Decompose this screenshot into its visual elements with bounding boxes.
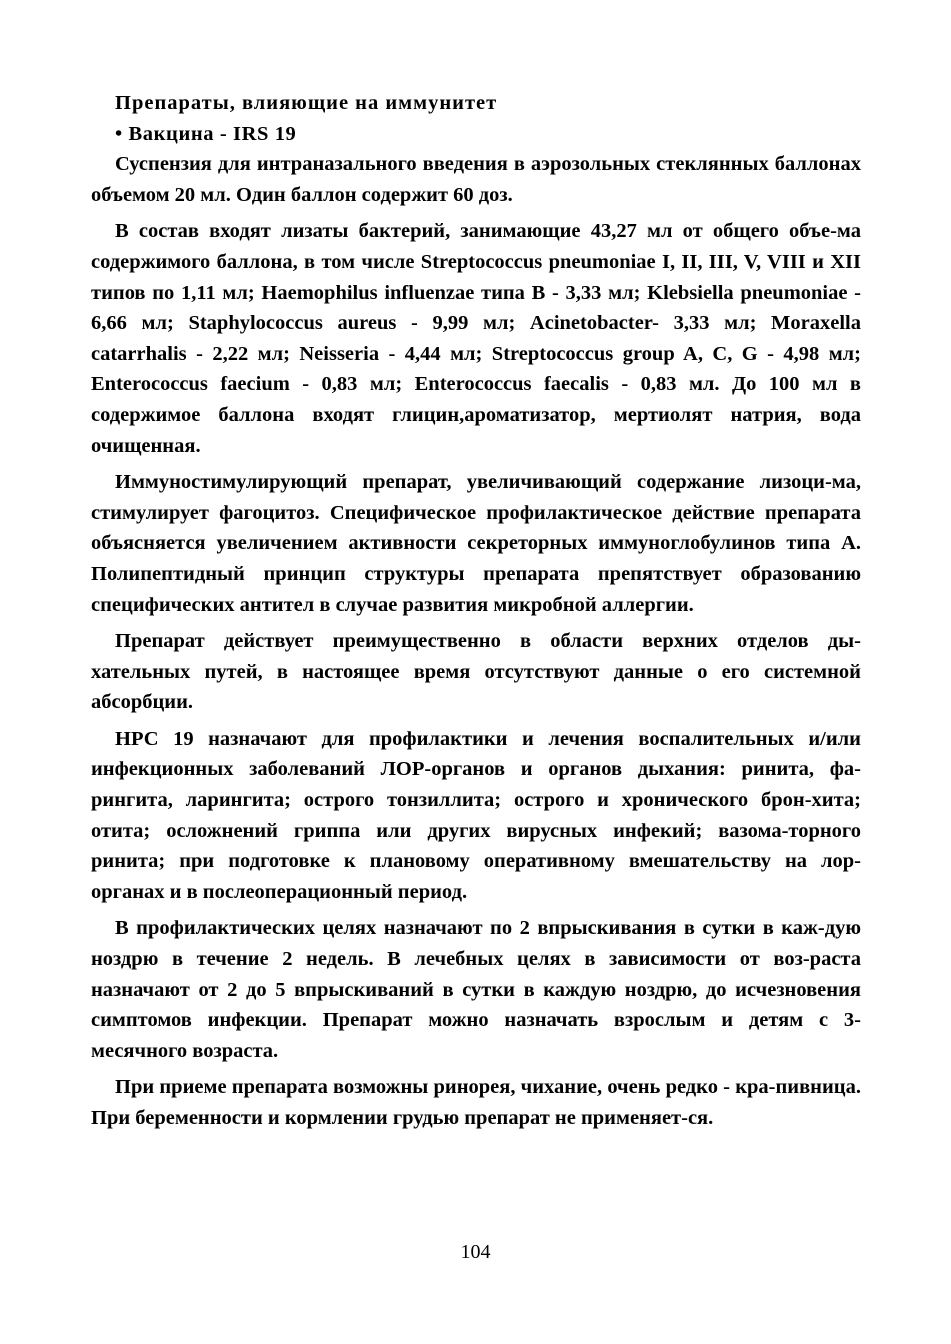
section-heading: Препараты, влияющие на иммунитет <box>115 92 498 114</box>
page-content <box>91 88 861 1140</box>
paragraph-action: Иммуностимулирующий препарат, увеличивающий содержание лизоци-ма, стимулирует фагоцитоз. Специфическое профилактическое действие препарата объясняется увеличением активности секреторных иммуноглобулинов типа A. Полипептидный принцип структуры препарата препятствует образованию специфических антител в случае развития микробной аллергии. <box>91 471 861 616</box>
vaccine-title: • Вакцина - IRS 19 <box>115 122 297 145</box>
paragraph-side-effects: При приеме препарата возможны ринорея, чихание, очень редко - кра-пивница. При беременности и кормлении грудью препарат не применяет-ся. <box>91 1076 861 1129</box>
paragraph-composition: В состав входят лизаты бактерий, занимающие 43,27 мл от общего объе-ма содержимого баллона, в том числе Streptococcus pneumoniae I, II, III, V, VIII и XII типов по 1,11 мл; Haemophilus influenzae типа B - 3,33 мл; Klebsiella pneumoniae - 6,66 мл; Staphylococcus aureus - 9,99 мл; Acinetobacter- 3,33 мл; Moraxella catarrhalis - 2,22 мл; Neisseria - 4,44 мл; Streptococcus group A, C, G - 4,98 мл; Enterococcus faecium - 0,83 мл; Enterococcus faecalis - 0,83 мл. До 100 мл в содержимое баллона входят глицин,ароматизатор, мертиолят натрия, вода очищенная. <box>91 220 861 457</box>
paragraph-absorption: Препарат действует преимущественно в области верхних отделов ды-хательных путей, в настоящее время отсутствуют данные о его системной абсорбции. <box>91 630 861 714</box>
paragraph-form: Суспензия для интраназального введения в аэрозольных стеклянных баллонах объемом 20 мл. Один баллон содержит 60 доз. <box>91 153 861 206</box>
paragraph-dosage: В профилактических целях назначают по 2 впрыскивания в сутки в каж-дую ноздрю в течение 2 недель. В лечебных целях в зависимости от воз-раста назначают от 2 до 5 впрыскиваний в сутки в каждую ноздрю, до исчезновения симптомов инфекции. Препарат можно назначать взрослым и детям с 3-месячного возраста. <box>91 917 861 1062</box>
page-number: 104 <box>460 1241 491 1263</box>
paragraph-indications: НРС 19 назначают для профилактики и лечения воспалительных и/или инфекционных заболеваний ЛОР-органов и органов дыхания: ринита, фа-рингита, ларингита; острого тонзиллита; острого и хронического брон-хита; отита; осложнений гриппа или других вирусных инфекий; вазома-торного ринита; при подготовке к плановому оперативному вмешательству на лор-органах и в послеоперационный период. <box>91 727 861 903</box>
